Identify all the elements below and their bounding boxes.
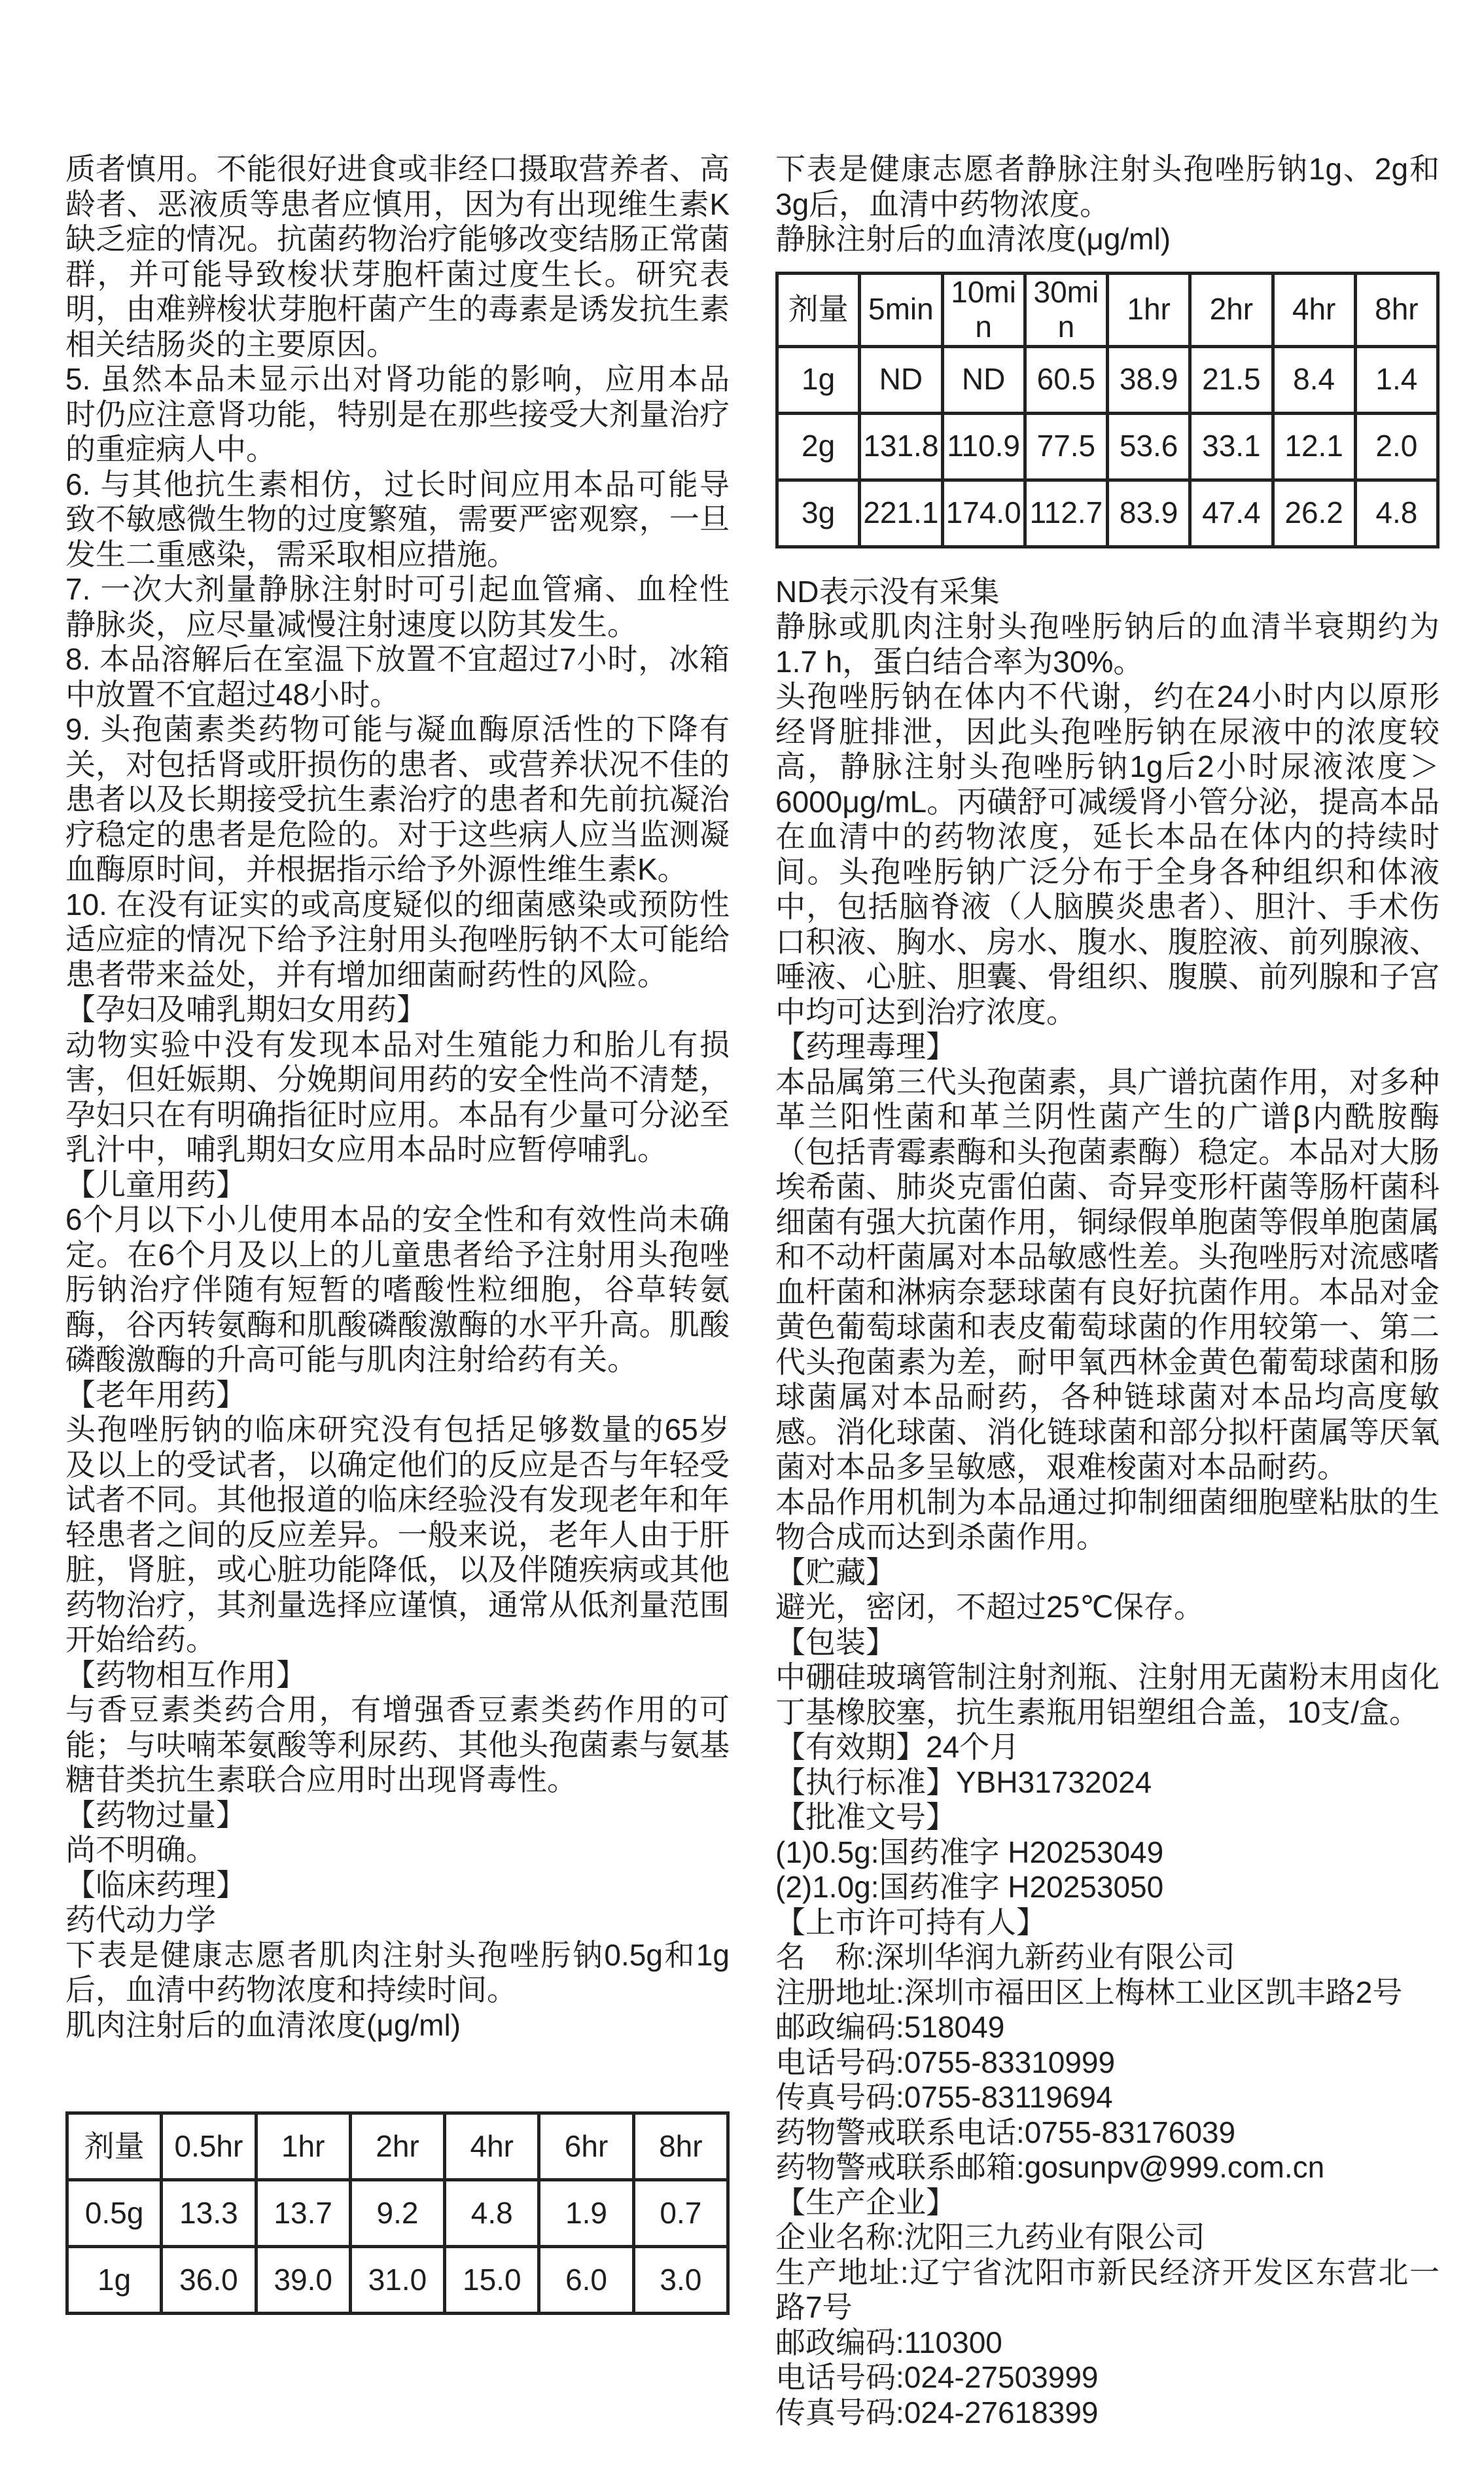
table-header-cell: 2hr xyxy=(1190,273,1273,346)
table-cell: 33.1 xyxy=(1190,413,1273,480)
table-cell: 221.1 xyxy=(860,480,942,547)
table-cell: 13.3 xyxy=(162,2180,256,2247)
table-header-cell: 1hr xyxy=(256,2113,350,2180)
table-cell: 21.5 xyxy=(1190,346,1273,413)
table-cell: 4.8 xyxy=(445,2180,539,2247)
paragraph: 10. 在没有证实的或高度疑似的细菌感染或预防性适应症的情况下给予注射用头孢唑肟钠不太可能给患者带来益处，并有增加细菌耐药性的风险。 xyxy=(65,887,730,992)
table-cell: 112.7 xyxy=(1025,480,1107,547)
section-heading: 【老年用药】 xyxy=(65,1377,246,1412)
table-cell: 38.9 xyxy=(1108,346,1190,413)
paragraph: 下表是健康志愿者肌肉注射头孢唑肟钠0.5g和1g后，血清中药物浓度和持续时间。 xyxy=(65,1937,730,2007)
paragraph: 头孢唑肟钠的临床研究没有包括足够数量的65岁及以上的受试者，以确定他们的反应是否与年轻受试者不同。其他报道的临床经验没有发现老年和年轻患者之间的反应差异。一般来说，老年人由于肝脏，肾脏，或心脏功能降低，以及伴随疾病或其他药物治疗，其剂量选择应谨慎，通常从低剂量范围开始给药。 xyxy=(65,1412,730,1657)
paragraph: 【执行标准】YBH31732024 xyxy=(775,1765,1152,1799)
table-cell: 2g xyxy=(777,413,860,480)
paragraph: 电话号码:0755-83310999 xyxy=(775,2045,1116,2079)
table-header-row xyxy=(777,273,1438,346)
table-cell: 15.0 xyxy=(445,2247,539,2314)
paragraph: 药物警戒联系电话:0755-83176039 xyxy=(775,2115,1236,2149)
table-row xyxy=(67,2180,728,2247)
paragraph: 邮政编码:518049 xyxy=(775,2010,1005,2044)
table-cell: 31.0 xyxy=(350,2247,444,2314)
paragraph: 传真号码:0755-83119694 xyxy=(775,2080,1113,2114)
table-cell: 13.7 xyxy=(256,2180,350,2247)
table-cell: 39.0 xyxy=(256,2247,350,2314)
table-row xyxy=(67,2247,728,2314)
paragraph: 药物警戒联系邮箱:gosunpv@999.com.cn xyxy=(775,2150,1325,2184)
table-header-cell: 6hr xyxy=(539,2113,633,2180)
table-header-cell: 剂量 xyxy=(777,273,860,346)
paragraph: 本品作用机制为本品通过抑制细菌细胞壁粘肽的生物合成而达到杀菌作用。 xyxy=(775,1484,1440,1554)
iv-injection-serum-concentration-table xyxy=(775,272,1440,548)
table-cell: 0.7 xyxy=(633,2180,728,2247)
paragraph: 尚不明确。 xyxy=(65,1833,216,1867)
paragraph: 肌肉注射后的血清浓度(μg/ml) xyxy=(65,2007,461,2042)
table-cell: 83.9 xyxy=(1108,480,1190,547)
table-header-cell: 剂量 xyxy=(67,2113,162,2180)
section-heading: 【药物过量】 xyxy=(65,1797,246,1832)
paragraph: 动物实验中没有发现本品对生殖能力和胎儿有损害，但妊娠期、分娩期间用药的安全性尚不清楚，孕妇只在有明确指征时应用。本品有少量可分泌至乳汁中，哺乳期妇女应用本品时应暂停哺乳。 xyxy=(65,1027,730,1166)
table-cell: 131.8 xyxy=(860,413,942,480)
table-header-cell: 2hr xyxy=(350,2113,444,2180)
im-injection-serum-concentration-table xyxy=(65,2111,730,2315)
paragraph: (2)1.0g:国药准字 H20253050 xyxy=(775,1870,1164,1904)
table-cell: 1.4 xyxy=(1355,346,1438,413)
table-header-cell: 8hr xyxy=(633,2113,728,2180)
table-header-cell: 4hr xyxy=(1273,273,1355,346)
paragraph: 质者慎用。不能很好进食或非经口摄取营养者、高龄者、恶液质等患者应慎用，因为有出现维生素K缺乏症的情况。抗菌药物治疗能够改变结肠正常菌群，并可能导致梭状芽胞杆菌过度生长。研究表明，由难辨梭状芽胞杆菌产生的毒素是诱发抗生素相关结肠炎的主要原因。 xyxy=(65,152,730,361)
section-heading: 【儿童用药】 xyxy=(65,1167,246,1202)
table-row xyxy=(777,346,1438,413)
table-row xyxy=(777,480,1438,547)
paragraph: 静脉注射后的血清浓度(μg/ml) xyxy=(775,222,1171,256)
table-cell: 47.4 xyxy=(1190,480,1273,547)
paragraph: 头孢唑肟钠在体内不代谢，约在24小时内以原形经肾脏排泄，因此头孢唑肟钠在尿液中的浓度较高，静脉注射头孢唑肟钠1g后2小时尿液浓度＞6000μg/mL。丙磺舒可减缓肾小管分泌，提高本品在血清中的药物浓度，延长本品在体内的持续时间。头孢唑肟钠广泛分布于全身各种组织和体液中，包括脑脊液（人脑膜炎患者）、胆汁、手术伤口积液、胸水、房水、腹水、腹腔液、前列腺液、唾液、心脏、胆囊、骨组织、腹膜、前列腺和子宫中均可达到治疗浓度。 xyxy=(775,679,1440,1029)
table-cell: 1.9 xyxy=(539,2180,633,2247)
section-heading: 【生产企业】 xyxy=(775,2185,956,2219)
left-column xyxy=(65,152,730,2315)
table-cell: 1g xyxy=(67,2247,162,2314)
table-header-cell: 10min xyxy=(942,273,1025,346)
section-heading: 【批准文号】 xyxy=(775,1800,956,1834)
table-cell: ND xyxy=(942,346,1025,413)
paragraph: 名 称:深圳华润九新药业有限公司 xyxy=(775,1940,1235,1974)
paragraph: 8. 本品溶解后在室温下放置不宜超过7小时，冰箱中放置不宜超过48小时。 xyxy=(65,642,730,711)
paragraph: 5. 虽然本品未显示出对肾功能的影响，应用本品时仍应注意肾功能，特别是在那些接受大剂量治疗的重症病人中。 xyxy=(65,362,730,466)
paragraph: 中硼硅玻璃管制注射剂瓶、注射用无菌粉末用卤化丁基橡胶塞，抗生素瓶用铝塑组合盖，10支/盒。 xyxy=(775,1660,1440,1729)
paragraph: 传真号码:024-27618399 xyxy=(775,2395,1099,2429)
table-header-cell: 4hr xyxy=(445,2113,539,2180)
section-heading: 【临床药理】 xyxy=(65,1867,246,1902)
table-cell: 2.0 xyxy=(1355,413,1438,480)
paragraph: 7. 一次大剂量静脉注射时可引起血管痛、血栓性静脉炎，应尽量减慢注射速度以防其发生。 xyxy=(65,572,730,641)
table-header-cell: 5min xyxy=(860,273,942,346)
paragraph: 【有效期】24个月 xyxy=(775,1730,1020,1764)
table-cell: 26.2 xyxy=(1273,480,1355,547)
paragraph: 本品属第三代头孢菌素，具广谱抗菌作用，对多种革兰阳性菌和革兰阴性菌产生的广谱β内酰胺酶（包括青霉素酶和头孢菌素酶）稳定。本品对大肠埃希菌、肺炎克雷伯菌、奇异变形杆菌等肠杆菌科细菌有强大抗菌作用，铜绿假单胞菌等假单胞菌属和不动杆菌属对本品敏感性差。头孢唑肟对流感嗜血杆菌和淋病奈瑟球菌有良好抗菌作用。本品对金黄色葡萄球菌和表皮葡萄球菌的作用较第一、第二代头孢菌素为差，耐甲氧西林金黄色葡萄球菌和肠球菌属对本品耐药，各种链球菌对本品均高度敏感。消化球菌、消化链球菌和部分拟杆菌属等厌氧菌对本品多呈敏感，艰难梭菌对本品耐药。 xyxy=(775,1064,1440,1484)
paragraph: 药代动力学 xyxy=(65,1903,216,1937)
table-header-cell: 8hr xyxy=(1355,273,1438,346)
table-cell: ND xyxy=(860,346,942,413)
table-cell: 3.0 xyxy=(633,2247,728,2314)
section-heading: 【上市许可持有人】 xyxy=(775,1905,1046,1939)
paragraph: 企业名称:沈阳三九药业有限公司 xyxy=(775,2220,1205,2254)
paragraph: 与香豆素类药合用，有增强香豆素类药作用的可能；与呋喃苯氨酸等利尿药、其他头孢菌素与氨基糖苷类抗生素联合应用时出现肾毒性。 xyxy=(65,1693,730,1797)
table-cell: 4.8 xyxy=(1355,480,1438,547)
table-cell: 53.6 xyxy=(1108,413,1190,480)
paragraph: 生产地址:辽宁省沈阳市新民经济开发区东营北一路7号 xyxy=(775,2255,1440,2324)
paragraph: 邮政编码:110300 xyxy=(775,2325,1002,2359)
table-cell: 174.0 xyxy=(942,480,1025,547)
table-header-cell: 0.5hr xyxy=(162,2113,256,2180)
table-cell: 1g xyxy=(777,346,860,413)
section-heading: 【包装】 xyxy=(775,1624,896,1659)
table-cell: 110.9 xyxy=(942,413,1025,480)
table-cell: 9.2 xyxy=(350,2180,444,2247)
table-cell: 3g xyxy=(777,480,860,547)
paragraph: ND表示没有采集 xyxy=(775,574,1000,609)
table-cell: 8.4 xyxy=(1273,346,1355,413)
paragraph: 电话号码:024-27503999 xyxy=(775,2360,1099,2394)
table-header-cell: 1hr xyxy=(1108,273,1190,346)
table-cell: 12.1 xyxy=(1273,413,1355,480)
paragraph: 下表是健康志愿者静脉注射头孢唑肟钠1g、2g和3g后，血清中药物浓度。 xyxy=(775,152,1440,221)
section-heading: 【药物相互作用】 xyxy=(65,1657,306,1692)
section-heading: 【药理毒理】 xyxy=(775,1030,956,1064)
paragraph: 静脉或肌肉注射头孢唑肟钠后的血清半衰期约为1.7 h，蛋白结合率为30%。 xyxy=(775,609,1440,679)
table-header-cell: 30min xyxy=(1025,273,1107,346)
section-heading: 【贮藏】 xyxy=(775,1554,896,1589)
table-header-row xyxy=(67,2113,728,2180)
paragraph: 6. 与其他抗生素相仿，过长时间应用本品可能导致不敏感微生物的过度繁殖，需要严密观察，一旦发生二重感染，需采取相应措施。 xyxy=(65,467,730,571)
table-cell: 36.0 xyxy=(162,2247,256,2314)
table-cell: 0.5g xyxy=(67,2180,162,2247)
paragraph: 避光，密闭，不超过25℃保存。 xyxy=(775,1590,1204,1624)
paragraph: 注册地址:深圳市福田区上梅林工业区凯丰路2号 xyxy=(775,1975,1403,2009)
paragraph: (1)0.5g:国药准字 H20253049 xyxy=(775,1835,1164,1869)
table-cell: 6.0 xyxy=(539,2247,633,2314)
table-row xyxy=(777,413,1438,480)
section-heading: 【孕妇及哺乳期妇女用药】 xyxy=(65,992,427,1026)
paragraph: 6个月以下小儿使用本品的安全性和有效性尚未确定。在6个月及以上的儿童患者给予注射用头孢唑肟钠治疗伴随有短暂的嗜酸性粒细胞，谷草转氨酶，谷丙转氨酶和肌酸磷酸激酶的水平升高。肌酸磷酸激酶的升高可能与肌肉注射给药有关。 xyxy=(65,1202,730,1376)
right-column xyxy=(775,152,1440,2430)
table-cell: 77.5 xyxy=(1025,413,1107,480)
paragraph: 9. 头孢菌素类药物可能与凝血酶原活性的下降有关，对包括肾或肝损伤的患者、或营养状况不佳的患者以及长期接受抗生素治疗的患者和先前抗凝治疗稳定的患者是危险的。对于这些病人应当监测凝血酶原时间，并根据指示给予外源性维生素K。 xyxy=(65,712,730,886)
table-cell: 60.5 xyxy=(1025,346,1107,413)
